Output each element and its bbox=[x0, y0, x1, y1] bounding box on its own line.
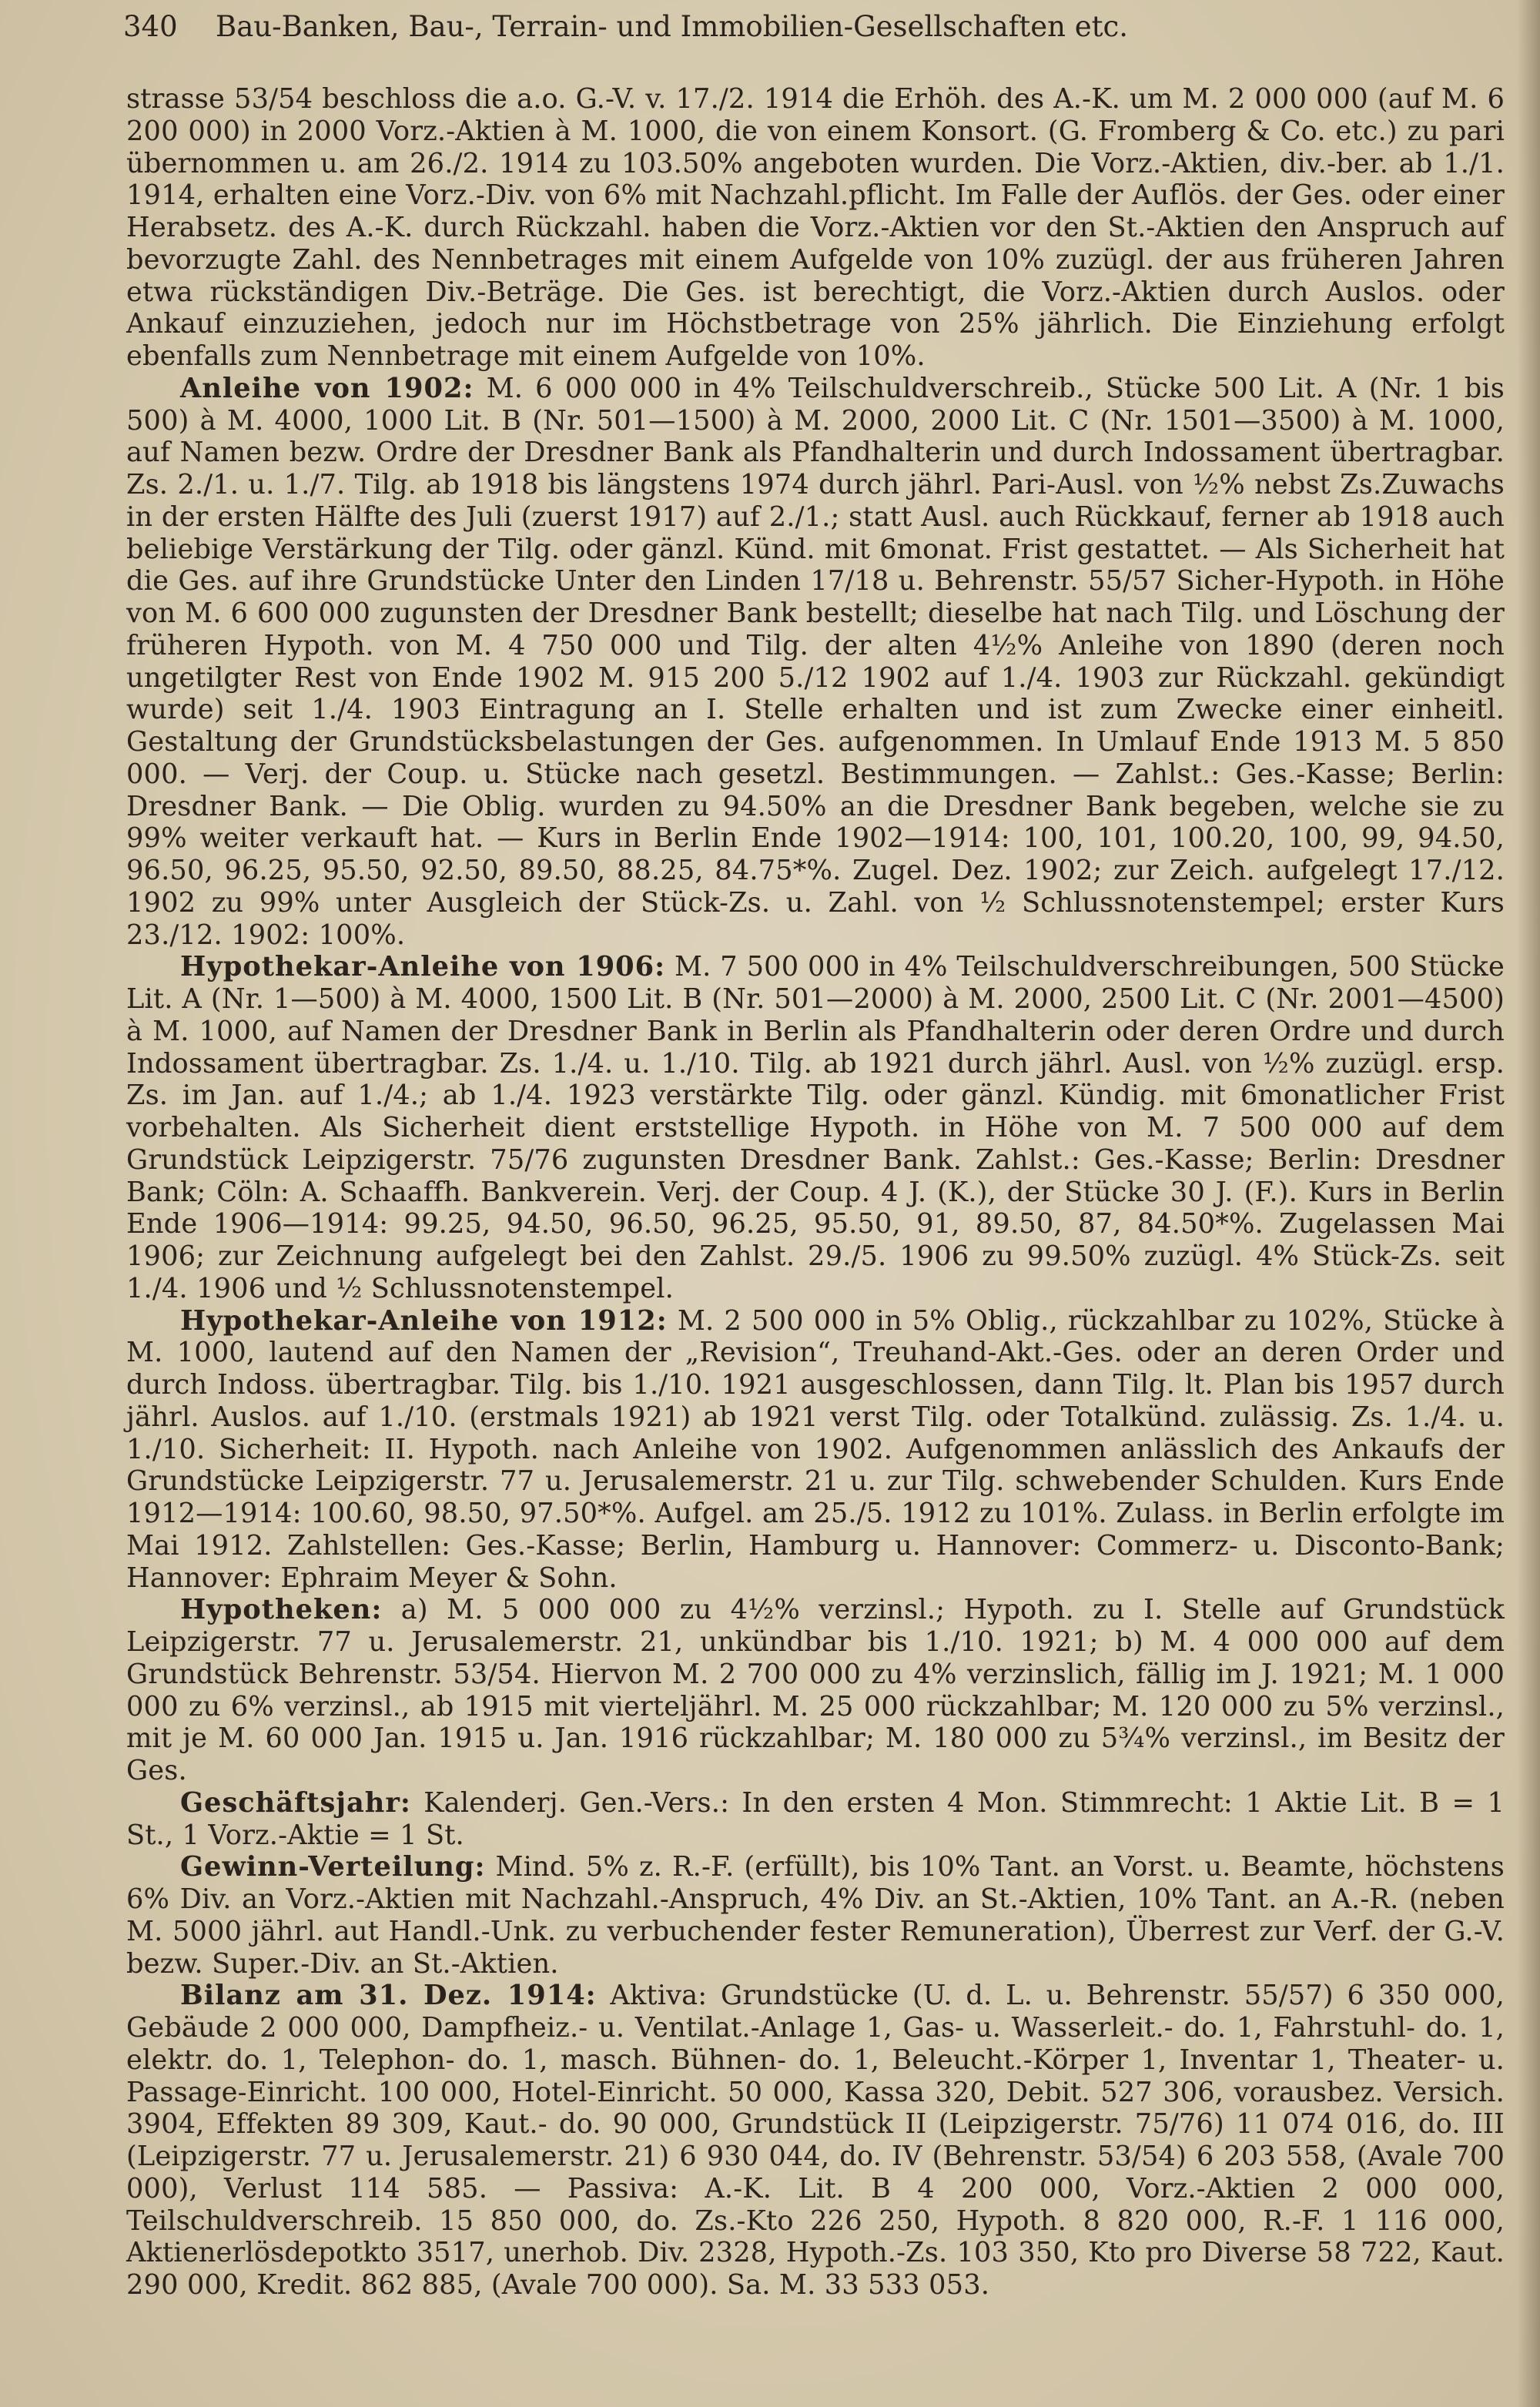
section-label: Bilanz am 31. Dez. 1914: bbox=[180, 1980, 597, 2012]
section-label: Hypotheken: bbox=[180, 1594, 383, 1626]
section-label: Anleihe von 1902: bbox=[180, 372, 474, 404]
paragraph-text: Kalenderj. Gen.-Vers.: In den ersten 4 Mon. Stimmrecht: 1 Aktie Lit. B = 1 St., 1 Vorz.-Aktie = 1 St. bbox=[126, 1786, 1505, 1851]
paragraph-hypothekar-anleihe-1906 bbox=[126, 951, 1505, 1304]
page-number: 340 bbox=[123, 10, 178, 43]
running-title: Bau-Banken, Bau-, Terrain- und Immobilien-Gesellschaften etc. bbox=[216, 10, 1128, 43]
paragraph-anleihe-1902 bbox=[126, 373, 1505, 952]
paragraph-text: Mind. 5% z. R.-F. (erfüllt), bis 10% Tant. an Vorst. u. Beamte, höchstens 6% Div. an Vorz.-Aktien mit Nachzahl.-Anspruch, 4% Div. an St.-Aktien, 10% Tant. an A.-R. (neben M. 5000 jährl. aut Handl.-Unk. zu verbuchender fester Remuneration), Überrest zur Verf. der G.-V. bezw. Super.-Div. an St.-Aktien. bbox=[126, 1851, 1505, 1980]
paragraph-text: M. 6 000 000 in 4% Teilschuldverschreib., Stücke 500 Lit. A (Nr. 1 bis 500) à M. 4000, 1000 Lit. B (Nr. 501—1500) à M. 2000, 2000 Lit. C (Nr. 1501—3500) à M. 1000, auf Namen bezw. Ordre der Dresdner Bank als Pfandhalterin und durch Indossament übertragbar. Zs. 2./1. u. 1./7. Tilg. ab 1918 bis längstens 1974 durch jährl. Pari-Ausl. von ½% nebst Zs.Zuwachs in der ersten Hälfte des Juli (zuerst 1917) auf 2./1.; statt Ausl. auch Rückkauf, ferner ab 1918 auch beliebige Verstärkung der Tilg. oder gänzl. Künd. mit 6monat. Frist gestattet. — Als Sicherheit hat die Ges. auf ihre Grundstücke Unter den Linden 17/18 u. Behrenstr. 55/57 Sicher-Hypoth. in Höhe von M. 6 600 000 zugunsten der Dresdner Bank bestellt; dieselbe hat nach Tilg. und Löschung der früheren Hypoth. von M. 4 750 000 und Tilg. der alten 4½% Anleihe von 1890 (deren noch ungetilgter Rest von Ende 1902 M. 915 200 5./12 1902 auf 1./4. 1903 zur Rückzahl. gekündigt wurde) seit 1./4. 1903 Eintragung an I. Stelle erhalten und ist zum Zwecke einer einheitl. Gestaltung der Grundstücksbelastungen der Ges. aufgenommen. In Umlauf Ende 1913 M. 5 850 000. — Verj. der Coup. u. Stücke nach gesetzl. Bestimmungen. — Zahlst.: Ges.-Kasse; Berlin: Dresdner Bank. — Die Oblig. wurden zu 94.50% an die Dresdner Bank begeben, welche sie zu 99% weiter verkauft hat. — Kurs in Berlin Ende 1902—1914: 100, 101, 100.20, 100, 99, 94.50, 96.50, 96.25, 95.50, 92.50, 89.50, 88.25, 84.75*%. Zugel. Dez. 1902; zur Zeich. aufgelegt 17./12. 1902 zu 99% unter Ausgleich der Stück-Zs. u. Zahl. von ½ Schlussnotenstempel; erster Kurs 23./12. 1902: 100%. bbox=[126, 372, 1505, 951]
paragraph-gewinn-verteilung bbox=[126, 1851, 1505, 1980]
section-label: Geschäftsjahr: bbox=[180, 1786, 411, 1819]
body-text bbox=[126, 83, 1505, 2302]
paragraph-text: Aktiva: Grundstücke (U. d. L. u. Behrenstr. 55/57) 6 350 000, Gebäude 2 000 000, Dampfheiz.- u. Ventilat.-Anlage 1, Gas- u. Wasserleit.- do. 1, Fahrstuhl- do. 1, elektr. do. 1, Telephon- do. 1, masch. Bühnen- do. 1, Beleucht.-Körper 1, Inventar 1, Theater- u. Passage-Einricht. 100 000, Hotel-Einricht. 50 000, Kassa 320, Debit. 527 306, vorausbez. Versich. 3904, Effekten 89 309, Kaut.- do. 90 000, Grundstück II (Leipzigerstr. 75/76) 11 074 016, do. III (Leipzigerstr. 77 u. Jerusalemerstr. 21) 6 930 044, do. IV (Behrenstr. 53/54) 6 203 558, (Avale 700 000), Verlust 114 585. — Passiva: A.-K. Lit. B 4 200 000, Vorz.-Aktien 2 000 000, Teilschuldverschreib. 15 850 000, do. Zs.-Kto 226 250, Hypoth. 8 820 000, R.-F. 1 116 000, Aktienerlösdepotkto 3517, unerhob. Div. 2328, Hypoth.-Zs. 103 350, Kto pro Diverse 58 722, Kaut. 290 000, Kredit. 862 885, (Avale 700 000). Sa. M. 33 533 053. bbox=[126, 1980, 1505, 2301]
paragraph-bilanz bbox=[126, 1980, 1505, 2302]
section-label: Gewinn-Verteilung: bbox=[180, 1851, 486, 1883]
paragraph-text: M. 2 500 000 in 5% Oblig., rückzahlbar zu 102%, Stücke à M. 1000, lautend auf den Namen der „Revision“, Treuhand-Akt.-Ges. oder an deren Order und durch Indoss. übertragbar. Tilg. bis 1./10. 1921 ausgeschlossen, dann Tilg. lt. Plan bis 1957 durch jährl. Auslos. auf 1./10. (erstmals 1921) ab 1921 verst Tilg. oder Totalkünd. zulässig. Zs. 1./4. u. 1./10. Sicherheit: II. Hypoth. nach Anleihe von 1902. Aufgenommen anlässlich des Ankaufs der Grundstücke Leipzigerstr. 77 u. Jerusalemerstr. 21 u. zur Tilg. schwebender Schulden. Kurs Ende 1912—1914: 100.60, 98.50, 97.50*%. Aufgel. am 25./5. 1912 zu 101%. Zulass. in Berlin erfolgte im Mai 1912. Zahlstellen: Ges.-Kasse; Berlin, Hamburg u. Hannover: Commerz- u. Disconto-Bank; Hannover: Ephraim Meyer & Sohn. bbox=[126, 1304, 1505, 1594]
paragraph-text: a) M. 5 000 000 zu 4½% verzinsl.; Hypoth. zu I. Stelle auf Grundstück Leipzigerstr. 77 u. Jerusalemerstr. 21, unkündbar bis 1./10. 1921; b) M. 4 000 000 auf dem Grundstück Behrenstr. 53/54. Hiervon M. 2 700 000 zu 4% verzinslich, fällig im J. 1921; M. 1 000 000 zu 6% verzinsl., ab 1915 mit vierteljährl. M. 25 000 rückzahlbar; M. 120 000 zu 5% verzinsl., mit je M. 60 000 Jan. 1915 u. Jan. 1916 rückzahlbar; M. 180 000 zu 5¾% verzinsl., im Besitz der Ges. bbox=[126, 1594, 1505, 1786]
paragraph-geschaeftsjahr bbox=[126, 1787, 1505, 1852]
section-label: Hypothekar-Anleihe von 1906: bbox=[180, 951, 666, 983]
paragraph-hypothekar-anleihe-1912 bbox=[126, 1305, 1505, 1595]
page-header bbox=[123, 8, 1509, 46]
page-edge-shadow bbox=[1517, 0, 1540, 2407]
paragraph-text: strasse 53/54 beschloss die a.o. G.-V. v. 17./2. 1914 die Erhöh. des A.-K. um M. 2 000 000 (auf M. 6 200 000) in 2000 Vorz.-Aktien à M. 1000, die von einem Konsort. (G. Fromberg & Co. etc.) zu pari übernommen u. am 26./2. 1914 zu 103.50% angeboten wurden. Die Vorz.-Aktien, div.-ber. ab 1./1. 1914, erhalten eine Vorz.-Div. von 6% mit Nachzahl.pflicht. Im Falle der Auflös. der Ges. oder einer Herabsetz. des A.-K. durch Rückzahl. haben die Vorz.-Aktien vor den St.-Aktien den Anspruch auf bevorzugte Zahl. des Nennbetrages mit einem Aufgelde von 10% zuzügl. der aus früheren Jahren etwa rückständigen Div.-Beträge. Die Ges. ist berechtigt, die Vorz.-Aktien durch Auslos. oder Ankauf einzuziehen, jedoch nur im Höchstbetrage von 25% jährlich. Die Einziehung erfolgt ebenfalls zum Nennbetrage mit einem Aufgelde von 10%. bbox=[126, 83, 1505, 372]
paragraph-hypotheken bbox=[126, 1594, 1505, 1787]
paragraph-text: M. 7 500 000 in 4% Teilschuldverschreibungen, 500 Stücke Lit. A (Nr. 1—500) à M. 4000, 1500 Lit. B (Nr. 501—2000) à M. 2000, 2500 Lit. C (Nr. 2001—4500) à M. 1000, auf Namen der Dresdner Bank in Berlin als Pfandhalterin oder deren Ordre und durch Indossament übertragbar. Zs. 1./4. u. 1./10. Tilg. ab 1921 durch jährl. Ausl. von ½% zuzügl. ersp. Zs. im Jan. auf 1./4.; ab 1./4. 1923 verstärkte Tilg. oder gänzl. Kündig. mit 6monatlicher Frist vorbehalten. Als Sicherheit dient erststellige Hypoth. in Höhe von M. 7 500 000 auf dem Grundstück Leipzigerstr. 75/76 zugunsten Dresdner Bank. Zahlst.: Ges.-Kasse; Berlin: Dresdner Bank; Cöln: A. Schaaffh. Bankverein. Verj. der Coup. 4 J. (K.), der Stücke 30 J. (F.). Kurs in Berlin Ende 1906—1914: 99.25, 94.50, 96.50, 96.25, 95.50, 91, 89.50, 87, 84.50*%. Zugelassen Mai 1906; zur Zeichnung aufgelegt bei den Zahlst. 29./5. 1906 zu 99.50% zuzügl. 4% Stück-Zs. seit 1./4. 1906 und ½ Schlussnotenstempel. bbox=[126, 951, 1505, 1304]
section-label: Hypothekar-Anleihe von 1912: bbox=[180, 1304, 668, 1337]
paragraph-vorz-aktien bbox=[126, 83, 1505, 373]
